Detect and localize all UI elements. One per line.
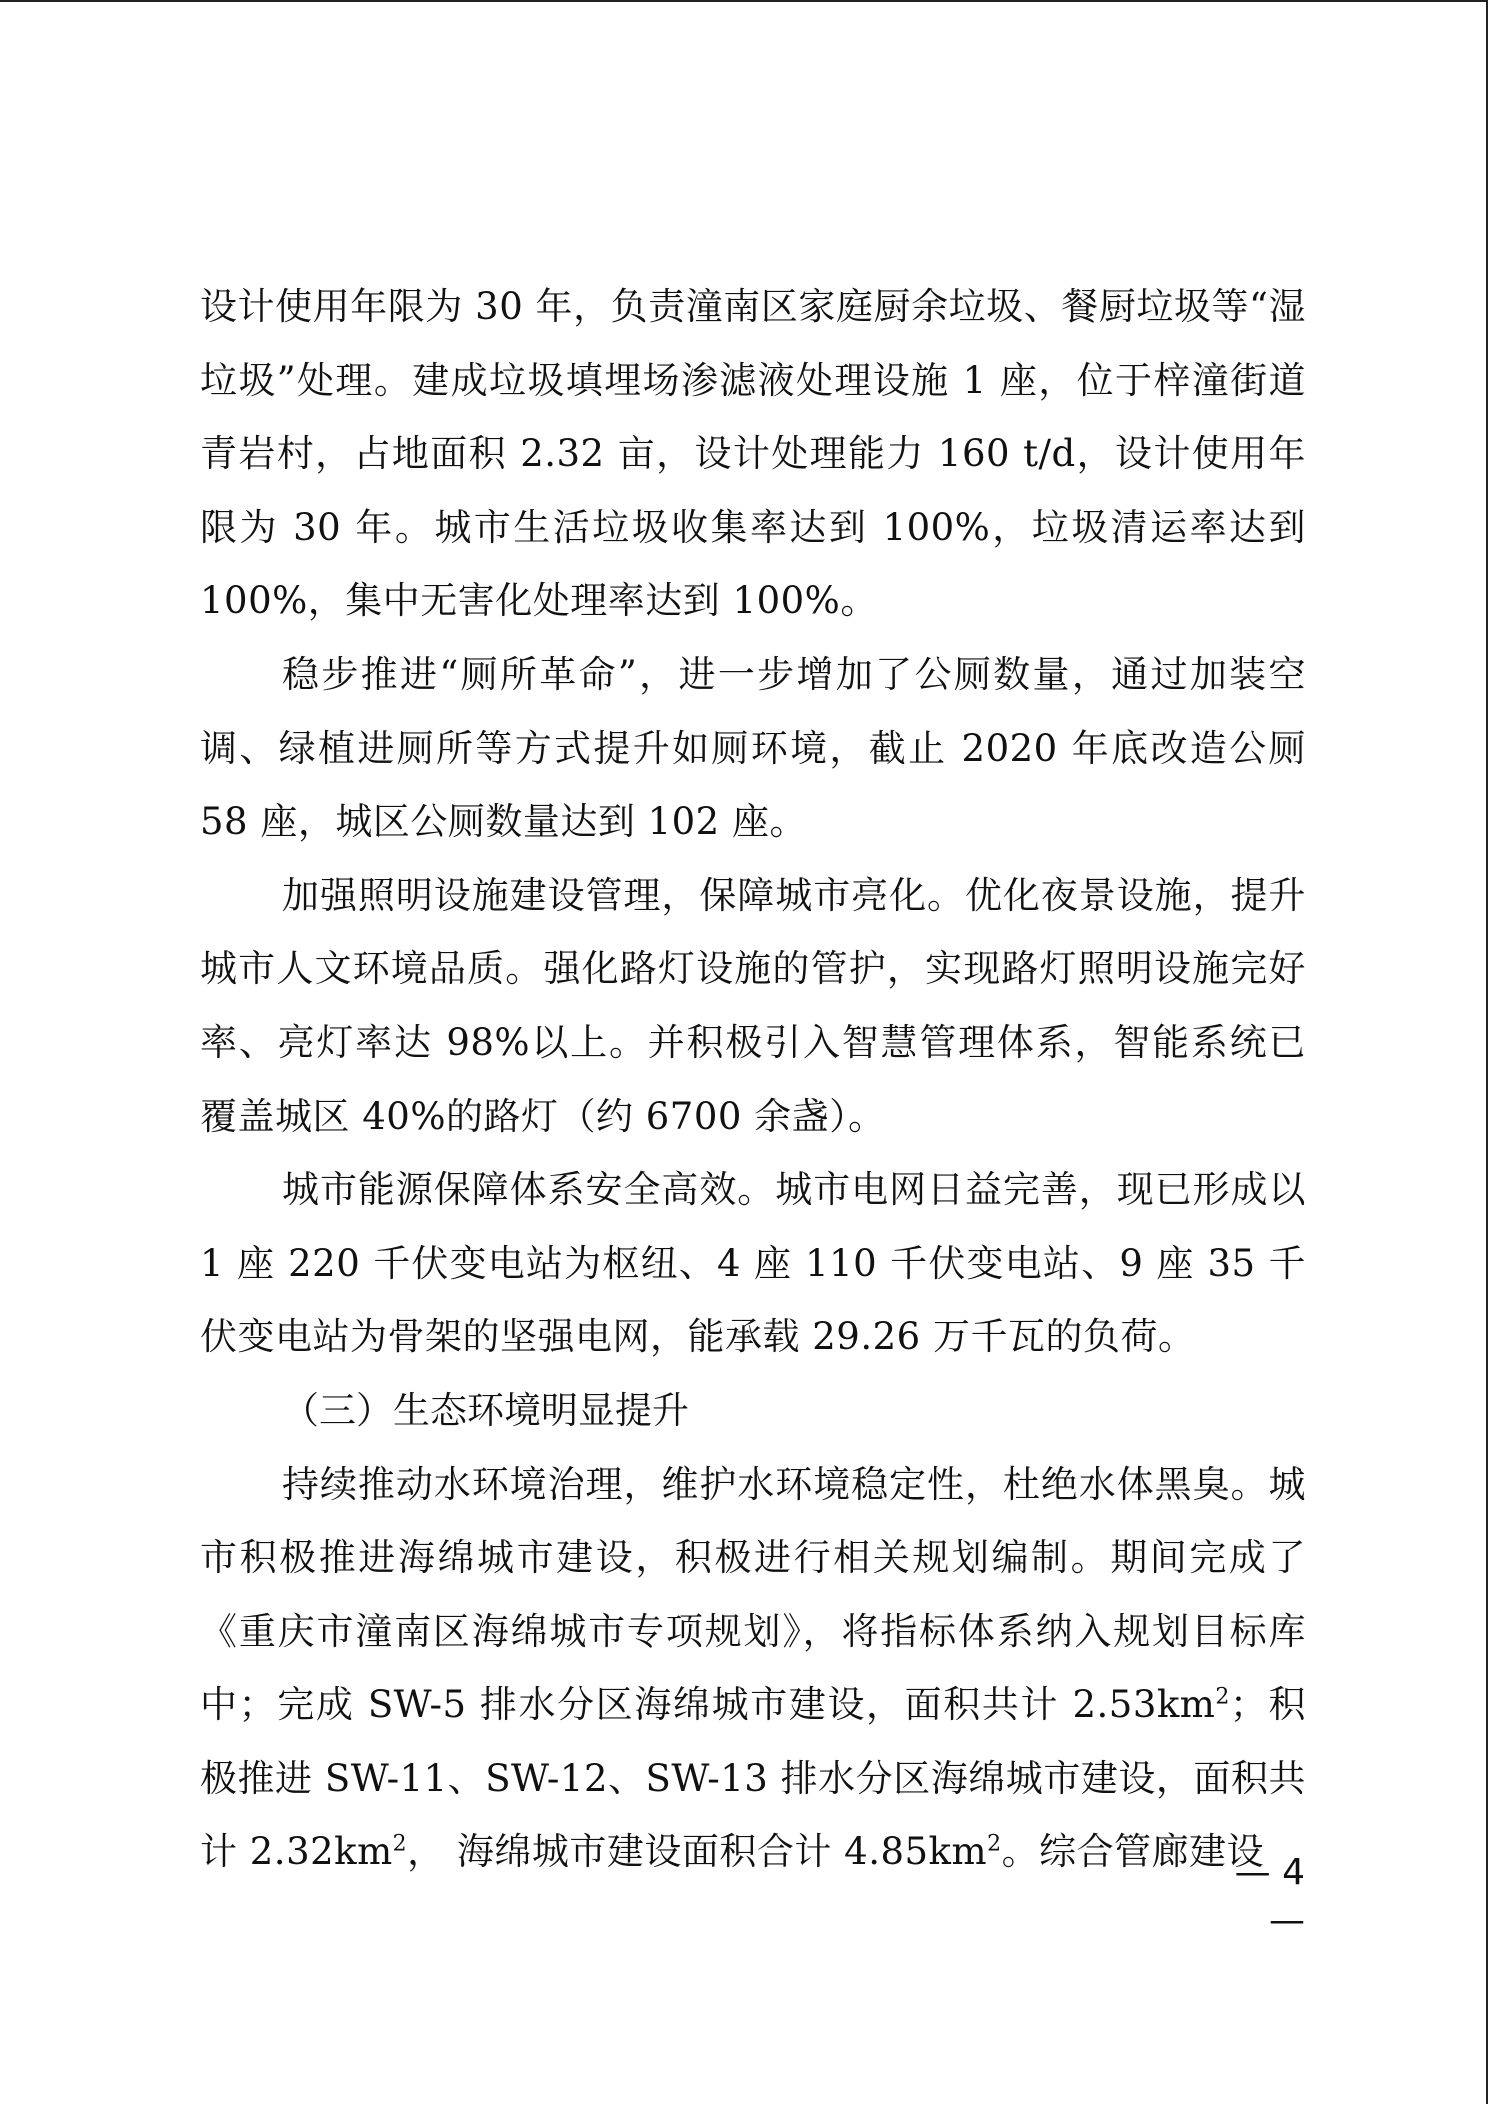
page-border-top [0, 0, 1488, 2]
paragraph-2: 稳步推进“厕所革命”，进一步增加了公厕数量，通过加装空调、绿植进厕所等方式提升如厕环境，截止 2020 年底改造公厕 58 座，城区公厕数量达到 102 座。 [200, 652, 1306, 844]
superscript-3: 2 [987, 1832, 1002, 1858]
document-body [200, 270, 1306, 1889]
paragraph-5-part-1: 持续推动水环境治理，维护水环境稳定性，杜绝水体黑臭。城市积极推进海绵城市建设，积极进行相关规划编制。期间完成了《重庆市潼南区海绵城市专项规划》，将指标体系纳入规划目标库中；完成 SW-5 排水分区海绵城市建设，面积共计 2.53km [200, 1462, 1306, 1727]
section-heading: （三）生态环境明显提升 [282, 1388, 689, 1432]
page-number: — 4 — [1234, 1852, 1305, 1941]
superscript-1: 2 [1215, 1684, 1230, 1710]
paragraph-4: 城市能源保障体系安全高效。城市电网日益完善，现已形成以 1 座 220 千伏变电站为枢纽、4 座 110 千伏变电站、9 座 35 千伏变电站为骨架的坚强电网，能承载 29.26 万千瓦的负荷。 [200, 1168, 1306, 1359]
paragraph-5 [200, 1448, 1306, 1890]
paragraph-5-part-2: ；积极推进 SW-11、SW-12、SW-13 排水分区海绵城市建设，面积共计 2.32km [200, 1683, 1307, 1874]
paragraph-1: 设计使用年限为 30 年，负责潼南区家庭厨余垃圾、餐厨垃圾等“湿垃圾”处理。建成垃圾填埋场渗滤液处理设施 1 座，位于梓潼街道青岩村，占地面积 2.32 亩，设计处理能力 160 t/d，设计使用年限为 30 年。城市生活垃圾收集率达到 100%，垃圾清运率达到 100%，集中无害化处理率达到 100%。 [200, 285, 1306, 623]
paragraph-3: 加强照明设施建设管理，保障城市亮化。优化夜景设施，提升城市人文环境品质。强化路灯设施的管护，实现路灯照明设施完好率、亮灯率达 98%以上。并积极引入智慧管理体系，智能系统已覆盖城区 40%的路灯（约 6700 余盏）。 [200, 873, 1306, 1138]
paragraph-5-part-4: 。综合管廊建设 [1001, 1830, 1265, 1874]
superscript-2: 2 [392, 1832, 408, 1858]
paragraph-5-part-3: ， 海绵城市建设面积合计 4.85km [407, 1830, 988, 1874]
